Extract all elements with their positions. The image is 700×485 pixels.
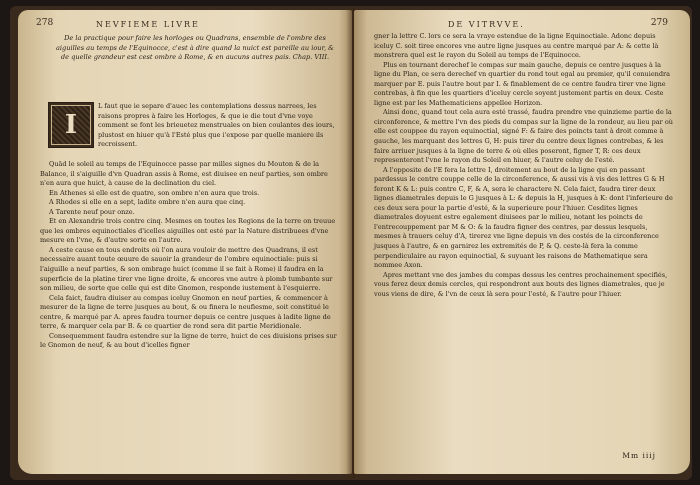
paragraph: gner la lettre C. lors ce sera la vraye estendue de la ligne Equinoctiale. Adonc depuis iceluy C. soit tiree encores vne autre ligne jusques au centre marqué par A: & cette là monstrera quel est le rayon du Soleil au temps de l'Equinocce.	[374, 32, 659, 60]
left-page	[18, 10, 352, 474]
paragraph: Quād le soleil au temps de l'Equinocce passe par milles signes du Mouton & de la Balance, il s'aiguille d'vn Quadran assis à Rome, est diuisee en neuf parties, son ombre n'en aura que huict, à cause de la declination du ciel.	[40, 160, 328, 188]
page-number: 278	[36, 18, 54, 28]
right-page	[354, 10, 690, 474]
signature-mark: Mm iiij	[622, 451, 656, 460]
paragraph: A Rhodes si elle en a sept, ladite ombre n'en aura que cinq.	[49, 198, 246, 207]
paragraph: Consequemment faudra estendre sur la ligne de terre, huict de ces diuisions prises sur le Gnomon de neuf, & au bout d'icelles figner	[40, 331, 337, 350]
paragraph: L faut que ie separe d'auec les contemplations dessus narrees, les raisons propres à faire les Horloges, & que ie die tout d'vne voye comment se font les brieuetez menstruales on bien coulantes des iours, plustost en hiuer qu'à l'Esté plus que i'expose par quelle maniere ils recroissent.	[98, 102, 335, 149]
body-text	[40, 160, 338, 351]
paragraph: Cela faict, faudra diuiser au compas iceluy Gnomon en neuf parties, & commencer à mesurer de la ligne de terre jusques au bout, & ou finera le neufiesme, soit constitué le centre, & marqué par A. apres faudra tourner depuis ce centre jusques à ladite ligne de terre, & marquer cela par B. & ce quartier de rond sera dit partie Meridionale.	[40, 293, 331, 331]
paragraph: A Tarente neuf pour onze.	[49, 207, 135, 216]
paragraph: Apres mettant vne des jambes du compas dessus les centres prochainement specifiés, vous ferez deux demis cercles, qui respondront aux bouts des lignes diametrales, que je vous viens de dire, & l'vn de ceux là sera pour l'esté, & l'autre pour l'hiuer.	[374, 270, 668, 298]
body-text	[374, 32, 674, 299]
paragraph: Ainsi donc, quand tout cela aura esté trassé, faudra prendre vne quinzieme partie de la circonference, & mettre l'vn des pieds du compas sur la ligne de la rondeur, au lieu par où elle est couppee du rayon equinoctial, signé F: & faire des poincts tant à droit comme à gauche, les marquant des lettres G, H: puis tirer du centre deux lignes contrebas, & les faire arriuer jusques à la ligne de terre & où elles poseront, figner T, R: ces deux representeront l'vne le rayon du Soleil en hiuer, & l'autre celuy de l'esté.	[374, 108, 673, 165]
paragraph: En Athenes si elle est de quatre, son ombre n'en aura que trois.	[49, 188, 260, 197]
open-book	[10, 6, 692, 480]
page-number: 279	[650, 18, 668, 28]
drop-initial-letter: I	[51, 105, 91, 145]
running-head: NEVFIEME LIVRE	[96, 20, 200, 29]
opening-paragraph	[98, 102, 338, 150]
paragraph: Et en Alexandrie trois contre cinq. Mesmes en toutes les Regions de la terre on treuue que les ombres equinoctiales d'icelles aiguilles ont esté par la Nature distribuees d'vne mesure en l'vne, & d'autre sorte en l'autre.	[40, 217, 336, 245]
running-head: DE VITRVVE.	[448, 20, 525, 29]
decorated-initial	[48, 102, 94, 148]
paragraph: A ceste cause en tous endroits où l'on aura vouloir de mettre des Quadrans, il est necessaire auant toute œuure de sauoir la grandeur de l'ombre equinoctiale: puis si l'aiguille a neuf parties, & son ombrage huict (comme il se fait à Rome) il faudra en la superficie de la platine tirer vne ligne droite, & encores vne autre à plomb tumbante sur son milieu, de sorte que celle qui est dite Gnomon, responde iustement à l'esquierre.	[40, 245, 333, 293]
paragraph: A l'opposite de l'E fera la lettre I, droitement au bout de la ligne qui en passant pardessus le centre couppe celle de la circonference, & aussi vis à vis des lettres G & H feront K & L: puis contre C, F, & A, sera le charactere N. Cela faict, faudra tirer deux lignes diametrales depuis le G jusques à L: & depuis la H, jusques à K: dont l'inferieure de ces deux sera pour la partie d'esté, & la superieure pour l'hiuer. Cesdites lignes diametrales doyuent estre egalement diuisees par le milieu, notant les poincts de l'entrecouppement par M & O: & la faudra figner des centres, par dessus lesquels, mesmes à trauers celuy d'A, tirerez vne ligne depuis vn des costés de la circonference jusques à l'autre, & en garnirez les extremités de P, & Q. ceste-là fera la comme perpendiculaire au rayon equinoctial, & suyuant les raisons de Mathematique sera nommee Axon.	[374, 165, 673, 270]
paragraph: Plus en tournant derechef le compas sur main gauche, depuis ce centre jusques à la ligne du Plan, ce sera derechef vn quartier du rond tout egal au premier, qu'il conuiendra marquer par E. puis l'autre bout par I. & finablement de ce centre faudra tirer vne ligne contrebas, à fin que les quartiers d'iceluy cercle soyent justement partis en deux. Ceste ligne est par les Mathematiciens appellee Horizon.	[374, 60, 670, 107]
chapter-title: De la practique pour faire les horloges ou Quadrans, ensemble de l'ombre des aiguilles au temps de l'Equinocce, c'est à dire quand la nuict est pareille au iour, & de quelle grandeur est cest ombre à Rome, & en aucuns autres pais. Chap. VIII.	[55, 34, 335, 62]
